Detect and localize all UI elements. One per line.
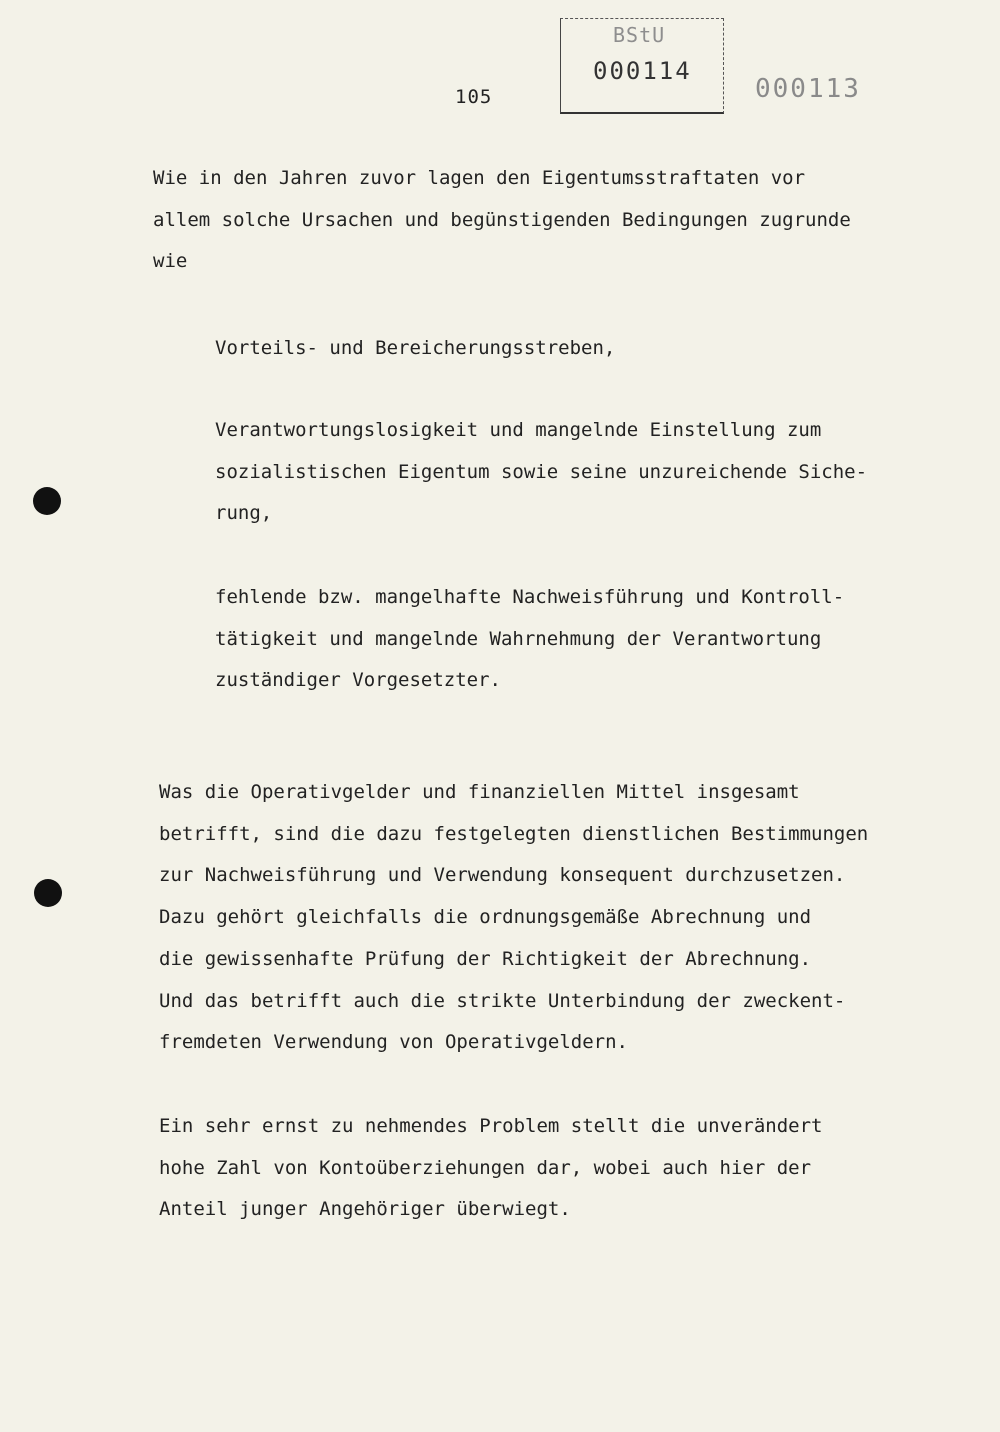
- text-line: Ein sehr ernst zu nehmendes Problem stellt die unverändert: [159, 1115, 823, 1137]
- text-line: zuständiger Vorgesetzter.: [215, 669, 501, 692]
- text-line: fremdeten Verwendung von Operativgeldern.: [159, 1031, 628, 1054]
- text-line: betrifft, sind die dazu festgelegten dienstlichen Bestimmungen: [159, 822, 869, 845]
- stamp-number: 000114: [593, 57, 692, 85]
- text-line: allem solche Ursachen und begünstigenden Bedingungen zugrunde: [153, 208, 851, 231]
- punch-hole: [34, 879, 62, 907]
- text-line: tätigkeit und mangelnde Wahrnehmung der Verantwortung: [215, 627, 822, 650]
- page-number: 105: [455, 86, 493, 108]
- paragraph-overdrafts: [159, 1106, 822, 1231]
- text-line: fehlende bzw. mangelhafte Nachweisführung und Kontroll-: [215, 586, 845, 608]
- archive-stamp: [560, 18, 724, 114]
- text-line: zur Nachweisführung und Verwendung konsequent durchzusetzen.: [159, 864, 846, 887]
- paragraph-intro: [153, 158, 851, 283]
- text-line: Anteil junger Angehöriger überwiegt.: [159, 1198, 571, 1221]
- text-line: sozialistischen Eigentum sowie seine unzureichende Siche-: [215, 460, 868, 483]
- text-line: Dazu gehört gleichfalls die ordnungsgemäße Abrechnung und: [159, 906, 812, 929]
- text-line: hohe Zahl von Kontoüberziehungen dar, wobei auch hier der: [159, 1156, 812, 1179]
- stamp-label: BStU: [613, 23, 666, 47]
- text-line: Wie in den Jahren zuvor lagen den Eigentumsstraftaten vor: [153, 167, 806, 189]
- text-line: die gewissenhafte Prüfung der Richtigkeit der Abrechnung.: [159, 947, 812, 970]
- text-line: Was die Operativgelder und finanziellen Mittel insgesamt: [159, 781, 800, 803]
- text-line: wie: [153, 250, 188, 273]
- folio-number: 000113: [755, 74, 861, 104]
- text-line: Und das betrifft auch die strikte Unterbindung der zweckent-: [159, 989, 846, 1012]
- text-line: Vorteils- und Bereicherungsstreben,: [215, 337, 616, 359]
- list-item-control-deficits: [215, 577, 844, 702]
- text-line: rung,: [215, 502, 273, 525]
- list-item-irresponsibility: [215, 410, 867, 535]
- text-line: Verantwortungslosigkeit und mangelnde Einstellung zum: [215, 419, 822, 441]
- paragraph-operative-funds: [159, 772, 868, 1064]
- list-item-striving: [215, 328, 615, 370]
- punch-hole: [33, 487, 61, 515]
